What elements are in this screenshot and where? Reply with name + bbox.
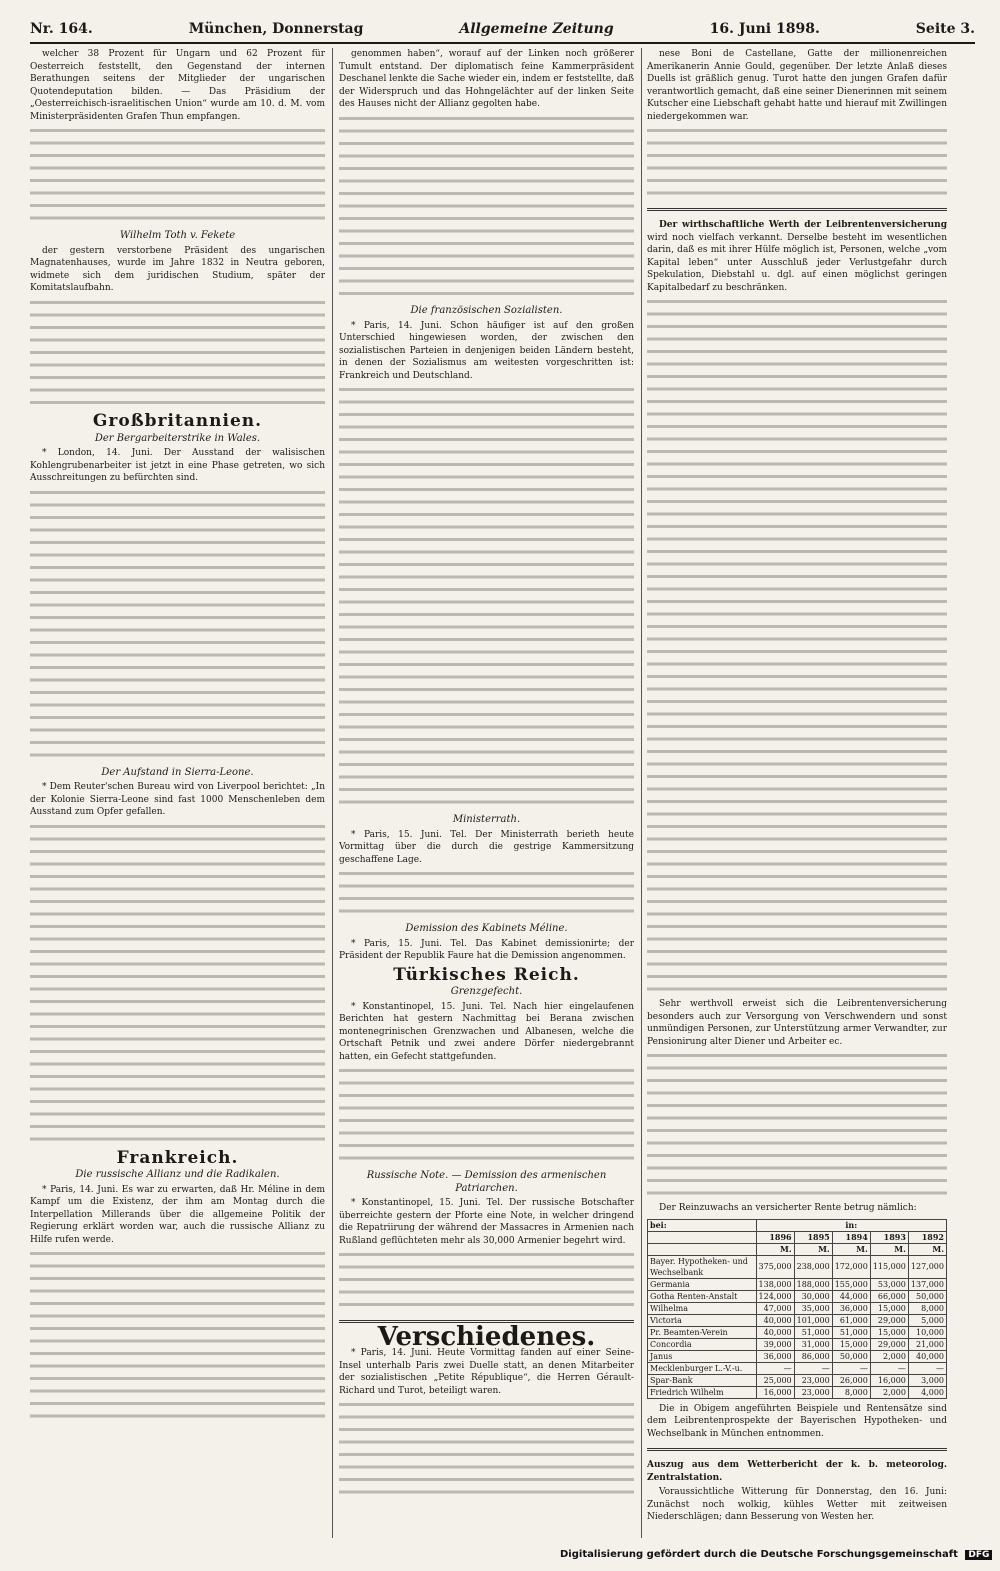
unit-cell: M.: [794, 1243, 832, 1255]
value-cell: 155,000: [832, 1278, 870, 1290]
row-label: Janus: [648, 1350, 757, 1362]
table-note: Die in Obigem angeführten Beispiele und Rentensätze sind dem Leibrentenprospekte der Bayerischen Hypotheken- und Wechselbank in München entnommen.: [647, 1403, 947, 1439]
value-cell: 10,000: [908, 1326, 946, 1338]
section-subheading: Ministerrath.: [452, 814, 521, 825]
value-cell: 5,000: [908, 1314, 946, 1326]
value-cell: 66,000: [870, 1290, 908, 1302]
table-unit: in:: [756, 1219, 946, 1231]
newspaper-page: [30, 16, 975, 1541]
value-cell: 375,000: [756, 1255, 794, 1278]
table-label: bei:: [648, 1219, 757, 1231]
unit-cell: M.: [756, 1243, 794, 1255]
filler-text: [647, 296, 947, 996]
digitization-credit: [560, 1549, 992, 1560]
value-cell: 138,000: [756, 1278, 794, 1290]
article-text: * Paris, 15. Juni. Tel. Das Kabinet demissionirte; der Präsident der Republik Faure hat die Demission angenommen.: [339, 938, 634, 961]
value-cell: 127,000: [908, 1255, 946, 1278]
row-label: Pr. Beamten-Verein: [648, 1326, 757, 1338]
filler-text: [339, 1399, 634, 1499]
value-cell: 188,000: [794, 1278, 832, 1290]
place-day: München, Donnerstag: [188, 21, 364, 37]
article-text: welcher 38 Prozent für Ungarn und 62 Prozent für Oesterreich feststellt, den Gegenstand der internen Berathungen seitens der Mitglieder der ungarischen Quotendeputation bilden. — Das Präsidium der „Oesterreichisch-israelitischen Union“ wurde am 10. d. M. vom Ministerpräsidenten Grafen Thun empfangen.: [30, 49, 325, 122]
value-cell: 47,000: [756, 1302, 794, 1314]
section-heading: Türkisches Reich.: [393, 964, 580, 985]
value-cell: 23,000: [794, 1374, 832, 1386]
value-cell: 86,000: [794, 1350, 832, 1362]
filler-text: [30, 297, 325, 410]
value-cell: 40,000: [756, 1314, 794, 1326]
article-text: * London, 14. Juni. Der Ausstand der walisischen Kohlengrubenarbeiter ist jetzt in eine Phase getreten, wo sich Ausschreitungen zu befürchten sind.: [30, 448, 325, 483]
dfg-logo: DFG: [965, 1550, 992, 1560]
section-separator: [647, 208, 947, 211]
filler-text: [339, 1249, 634, 1312]
value-cell: 2,000: [870, 1350, 908, 1362]
section-separator: [647, 1448, 947, 1451]
section-heading-large: Verschiedenes.: [377, 1321, 596, 1352]
value-cell: 137,000: [908, 1278, 946, 1290]
column-1: [30, 48, 325, 1538]
row-label: Friedrich Wilhelm: [648, 1386, 757, 1398]
table-row: [648, 1314, 947, 1326]
row-label: Gotha Renten-Anstalt: [648, 1290, 757, 1302]
value-cell: 39,000: [756, 1338, 794, 1350]
issue-date: 16. Juni 1898.: [709, 21, 820, 37]
table-lead: Der Reinzuwachs an versicherter Rente betrug nämlich:: [659, 1203, 917, 1213]
filler-text: [647, 1050, 947, 1200]
value-cell: 50,000: [832, 1350, 870, 1362]
row-label: Wilhelma: [648, 1302, 757, 1314]
article-text: * Konstantinopel, 15. Juni. Tel. Der russische Botschafter überreichte gestern der Pforte eine Note, in welcher dringend die Repatriirung der während der Massacres in Armenien nach Rußland geflüchteten mehr als 30,000 Armenier begehrt wird.: [339, 1198, 634, 1246]
value-cell: 61,000: [832, 1314, 870, 1326]
column-3: [647, 48, 947, 1538]
table-row: [648, 1326, 947, 1338]
value-cell: —: [794, 1362, 832, 1374]
value-cell: 51,000: [832, 1326, 870, 1338]
value-cell: 51,000: [794, 1326, 832, 1338]
weather-text: Voraussichtliche Witterung für Donnerstag, den 16. Juni: Zunächst noch wolkig, kühles Wetter mit zeitweisen Niederschlägen; dann Besserung von Westen her.: [647, 1487, 947, 1522]
table-row: [648, 1255, 947, 1278]
unit-cell: M.: [870, 1243, 908, 1255]
year-cell: 1895: [794, 1231, 832, 1243]
table-row: [648, 1374, 947, 1386]
table-header-row: [648, 1219, 947, 1231]
row-label: Concordia: [648, 1338, 757, 1350]
value-cell: 3,000: [908, 1374, 946, 1386]
article-text: Sehr werthvoll erweist sich die Leibrentenversicherung besonders auch zur Versorgung von Verschwendern und sonst unmündigen Personen, zur Unterstützung armer Verwandter, zur Pensionirung alter Diener und Arbeiter ec.: [647, 999, 947, 1047]
article-text: * Paris, 14. Juni. Heute Vormittag fanden auf einer Seine-Insel unterhalb Paris zwei Duelle statt, an denen Mitarbeiter der sozialistischen „Petite République“, die Herren Gérault-Richard und Turot, beteiligt waren.: [339, 1348, 634, 1396]
value-cell: 172,000: [832, 1255, 870, 1278]
value-cell: 15,000: [870, 1302, 908, 1314]
table-row: [648, 1302, 947, 1314]
value-cell: 8,000: [908, 1302, 946, 1314]
value-cell: —: [756, 1362, 794, 1374]
value-cell: 238,000: [794, 1255, 832, 1278]
section-subheading: Grenzgefecht.: [450, 986, 523, 997]
filler-text: [30, 125, 325, 225]
section-subheading: Demission des Kabinets Méline.: [405, 923, 568, 934]
value-cell: 4,000: [908, 1386, 946, 1398]
value-cell: 50,000: [908, 1290, 946, 1302]
article-text: * Paris, 14. Juni. Schon häufiger ist auf den großen Unterschied hingewiesen worden, der zwischen den sozialistischen Parteien in denjenigen beiden Ländern besteht, in denen der Sozialismus am weitesten vorgeschritten ist: Frankreich und Deutschland.: [339, 320, 634, 381]
section-subheading: Wilhelm Toth v. Fekete: [119, 230, 236, 241]
column-2: [339, 48, 634, 1538]
value-cell: 31,000: [794, 1338, 832, 1350]
value-cell: 15,000: [870, 1326, 908, 1338]
page-number: Seite 3.: [915, 21, 975, 37]
section-subheading: Die russische Allianz und die Radikalen.: [75, 1169, 280, 1180]
row-label: Victoria: [648, 1314, 757, 1326]
value-cell: 35,000: [794, 1302, 832, 1314]
table-unit-row: [648, 1243, 947, 1255]
section-subheading: Der Bergarbeiterstrike in Wales.: [94, 432, 261, 444]
value-cell: 101,000: [794, 1314, 832, 1326]
issue-number: Nr. 164.: [30, 21, 93, 37]
table-row: [648, 1350, 947, 1362]
value-cell: 26,000: [832, 1374, 870, 1386]
year-cell: 1892: [908, 1231, 946, 1243]
row-label: Bayer. Hypotheken- und Wechselbank: [648, 1255, 757, 1278]
row-label: Mecklenburger L.-V.-u.: [648, 1362, 757, 1374]
credit-text: Digitalisierung gefördert durch die Deutsche Forschungsgemeinschaft: [560, 1549, 958, 1560]
value-cell: 36,000: [832, 1302, 870, 1314]
article-text: genommen haben“, worauf auf der Linken noch größerer Tumult entstand. Der diplomatisch feine Kammerpräsident Deschanel lenkte die Sache wieder ein, indem er feststellte, daß der Widerspruch und das Hohngelächter auf der linken Seite des Hauses nicht der Allianz gegolten habe.: [339, 49, 634, 109]
year-cell: 1893: [870, 1231, 908, 1243]
filler-text: [30, 1248, 325, 1423]
rent-table: [647, 1219, 947, 1399]
filler-text: [30, 821, 325, 1146]
filler-text: [339, 113, 634, 301]
ad-text: wird noch vielfach verkannt. Derselbe besteht im wesentlichen darin, daß es mit ihrer Hülfe möglich ist, Personen, welche „vom Kapital leben“ unter Ausschluß jeder Verlustgefahr durch Spekulation, Diebstahl u. dgl. auf einen möglichst geringen Kapitalbedarf zu beschränken.: [647, 232, 947, 293]
value-cell: 21,000: [908, 1338, 946, 1350]
article-text: der gestern verstorbene Präsident des ungarischen Magnatenhauses, wurde im Jahre 1832 in Neutra geboren, widmete sich dem juridischen Studium, später der Komitatslaufbahn.: [30, 245, 325, 293]
value-cell: 44,000: [832, 1290, 870, 1302]
value-cell: 8,000: [832, 1386, 870, 1398]
unit-cell: M.: [832, 1243, 870, 1255]
section-heading: Großbritannien.: [92, 411, 263, 431]
value-cell: 30,000: [794, 1290, 832, 1302]
row-label: Spar-Bank: [648, 1374, 757, 1386]
table-years-row: [648, 1231, 947, 1243]
value-cell: 25,000: [756, 1374, 794, 1386]
value-cell: —: [870, 1362, 908, 1374]
year-cell: 1896: [756, 1231, 794, 1243]
table-row: [648, 1278, 947, 1290]
year-cell: 1894: [832, 1231, 870, 1243]
value-cell: 29,000: [870, 1338, 908, 1350]
section-heading: Frankreich.: [116, 1147, 239, 1168]
filler-text: [30, 487, 325, 762]
value-cell: 115,000: [870, 1255, 908, 1278]
value-cell: 16,000: [870, 1374, 908, 1386]
column-divider: [641, 48, 642, 1538]
value-cell: 23,000: [794, 1386, 832, 1398]
table-row: [648, 1362, 947, 1374]
article-text: * Dem Reuter'schen Bureau wird von Liverpool berichtet: „In der Kolonie Sierra-Leone sind fast 1000 Menschenleben dem Ausstand zum Opfer gefallen.: [30, 782, 325, 817]
value-cell: 36,000: [756, 1350, 794, 1362]
value-cell: 2,000: [870, 1386, 908, 1398]
value-cell: 16,000: [756, 1386, 794, 1398]
table-row: [648, 1386, 947, 1398]
value-cell: —: [832, 1362, 870, 1374]
ad-heading: Der wirthschaftliche Werth der Leibrentenversicherung: [659, 220, 947, 230]
value-cell: —: [908, 1362, 946, 1374]
value-cell: 53,000: [870, 1278, 908, 1290]
article-text: * Konstantinopel, 15. Juni. Tel. Nach hier eingelaufenen Berichten hat gestern Nachmittag bei Berana zwischen montenegrinischen Grenzwachen und Albanesen, welche die Ortschaft Petnik und zwei andere Dörfer niedergebrannt hatten, ein Gefecht stattgefunden.: [339, 1001, 634, 1062]
article-text: [647, 219, 947, 294]
filler-text: [339, 868, 634, 918]
section-subheading: Die französischen Sozialisten.: [410, 305, 563, 316]
value-cell: 124,000: [756, 1290, 794, 1302]
filler-text: [647, 125, 947, 200]
article-text: * Paris, 14. Juni. Es war zu erwarten, daß Hr. Méline in dem Kampf um die Existenz, der ihm am Montag durch die Interpellation Millerands über die allgemeine Politik der Regierung erklärt worden war, auch die russische Allianz zu Hilfe rufen werde.: [30, 1184, 325, 1245]
value-cell: 40,000: [756, 1326, 794, 1338]
article-text: * Paris, 15. Juni. Tel. Der Ministerrath berieth heute Vormittag über die durch die gestrige Kammersitzung geschaffene Lage.: [339, 829, 634, 865]
table-row: [648, 1290, 947, 1302]
filler-text: [339, 384, 634, 809]
section-subheading: Der Aufstand in Sierra-Leone.: [101, 766, 254, 778]
section-subheading: Russische Note. — Demission des armenischen Patriarchen.: [366, 1170, 607, 1194]
filler-text: [339, 1065, 634, 1165]
unit-cell: M.: [908, 1243, 946, 1255]
value-cell: 40,000: [908, 1350, 946, 1362]
weather-heading: Auszug aus dem Wetterbericht der k. b. meteorolog. Zentralstation.: [647, 1460, 947, 1483]
paper-title: Allgemeine Zeitung: [459, 21, 614, 37]
value-cell: 29,000: [870, 1314, 908, 1326]
row-label: Germania: [648, 1278, 757, 1290]
masthead: [30, 16, 975, 44]
column-divider: [332, 48, 333, 1538]
table-row: [648, 1338, 947, 1350]
article-text: nese Boni de Castellane, Gatte der millionenreichen Amerikanerin Annie Gould, gegenüber. Der letzte Anlaß dieses Duells ist gräßlich genug. Turot hatte den jungen Grafen dafür verantwortlich gemacht, daß eine seiner Dienerinnen mit seinem Kutscher eine Liebschaft gehabt hatte und hierauf mit Zwillingen niedergekommen war.: [647, 49, 947, 122]
value-cell: 15,000: [832, 1338, 870, 1350]
